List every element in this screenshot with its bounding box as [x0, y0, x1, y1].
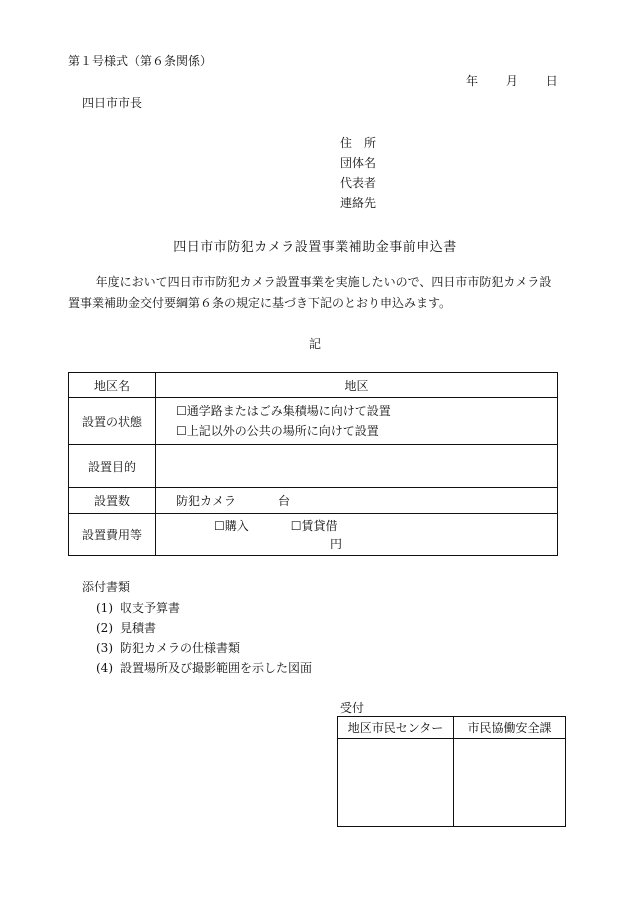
attachment-text: 見積書 [120, 621, 157, 635]
purpose-value[interactable] [156, 445, 558, 488]
applicant-representative-label: 代表者 [340, 176, 377, 190]
document-title: 四日市市防犯カメラ設置事業補助金事前申込書 [173, 240, 457, 255]
applicant-contact-label: 連絡先 [340, 196, 377, 210]
reception-table [337, 716, 566, 827]
body-text: 年度において四日市市防犯カメラ設置事業を実施したいので、四日市市防犯カメラ設置事業補助金交付要綱第６条の規定に基づき下記のとおり申込みます。 [68, 275, 552, 310]
date-year: 年 [466, 74, 479, 88]
reception-stamp-district-center[interactable] [338, 739, 454, 827]
status-option-other-public[interactable]: ☐上記以外の公共の場所に向けて設置 [176, 424, 379, 438]
applicant-organization-label: 団体名 [340, 156, 377, 170]
form-number: 第１号様式（第６条関係） [68, 54, 213, 68]
status-options [156, 398, 558, 445]
reception-column-civic-safety: 市民協働安全課 [454, 717, 566, 739]
attachment-number: (1) [96, 601, 113, 615]
attachment-number: (3) [96, 641, 113, 655]
addressee: 四日市市長 [82, 96, 143, 110]
count-label: 設置数 [69, 488, 156, 514]
table-row [69, 373, 558, 398]
cost-value [156, 514, 558, 556]
cost-purchase-checkbox[interactable]: ☐購入 [214, 518, 249, 533]
status-label: 設置の状態 [69, 398, 156, 445]
attachment-item [96, 639, 240, 656]
area-label: 地区名 [69, 373, 156, 398]
purpose-label: 設置目的 [69, 445, 156, 488]
table-row [69, 488, 558, 514]
attachment-item [96, 659, 312, 676]
reception-column-district-center: 地区市民センター [338, 717, 454, 739]
cost-lease-checkbox[interactable]: ☐賃貸借 [290, 518, 338, 533]
area-value[interactable]: 地区 [156, 373, 558, 398]
table-row [338, 717, 566, 739]
attachment-item [96, 599, 180, 616]
date-day: 日 [545, 74, 558, 88]
date-line [466, 72, 558, 89]
attachments-heading: 添付書類 [82, 580, 131, 594]
attachment-text: 収支予算書 [120, 601, 181, 615]
ki-heading: 記 [308, 337, 321, 351]
application-table [68, 372, 558, 556]
attachment-item [96, 619, 156, 636]
table-row [69, 514, 558, 556]
table-row [69, 445, 558, 488]
attachment-number: (4) [96, 661, 113, 675]
applicant-address-label: 住 所 [340, 136, 377, 150]
attachment-text: 設置場所及び撮影範囲を示した図面 [120, 661, 313, 675]
cost-label: 設置費用等 [69, 514, 156, 556]
attachment-text: 防犯カメラの仕様書類 [120, 641, 241, 655]
table-row [69, 398, 558, 445]
status-option-school-route[interactable]: ☐通学路またはごみ集積場に向けて設置 [176, 404, 391, 418]
cost-unit: 円 [330, 536, 343, 551]
reception-stamp-civic-safety[interactable] [454, 739, 566, 827]
date-month: 月 [505, 74, 518, 88]
count-item: 防犯カメラ [176, 494, 237, 508]
count-value[interactable] [156, 488, 558, 514]
reception-label: 受付 [340, 701, 365, 715]
table-row [338, 739, 566, 827]
attachment-number: (2) [96, 621, 113, 635]
count-unit: 台 [278, 494, 291, 508]
